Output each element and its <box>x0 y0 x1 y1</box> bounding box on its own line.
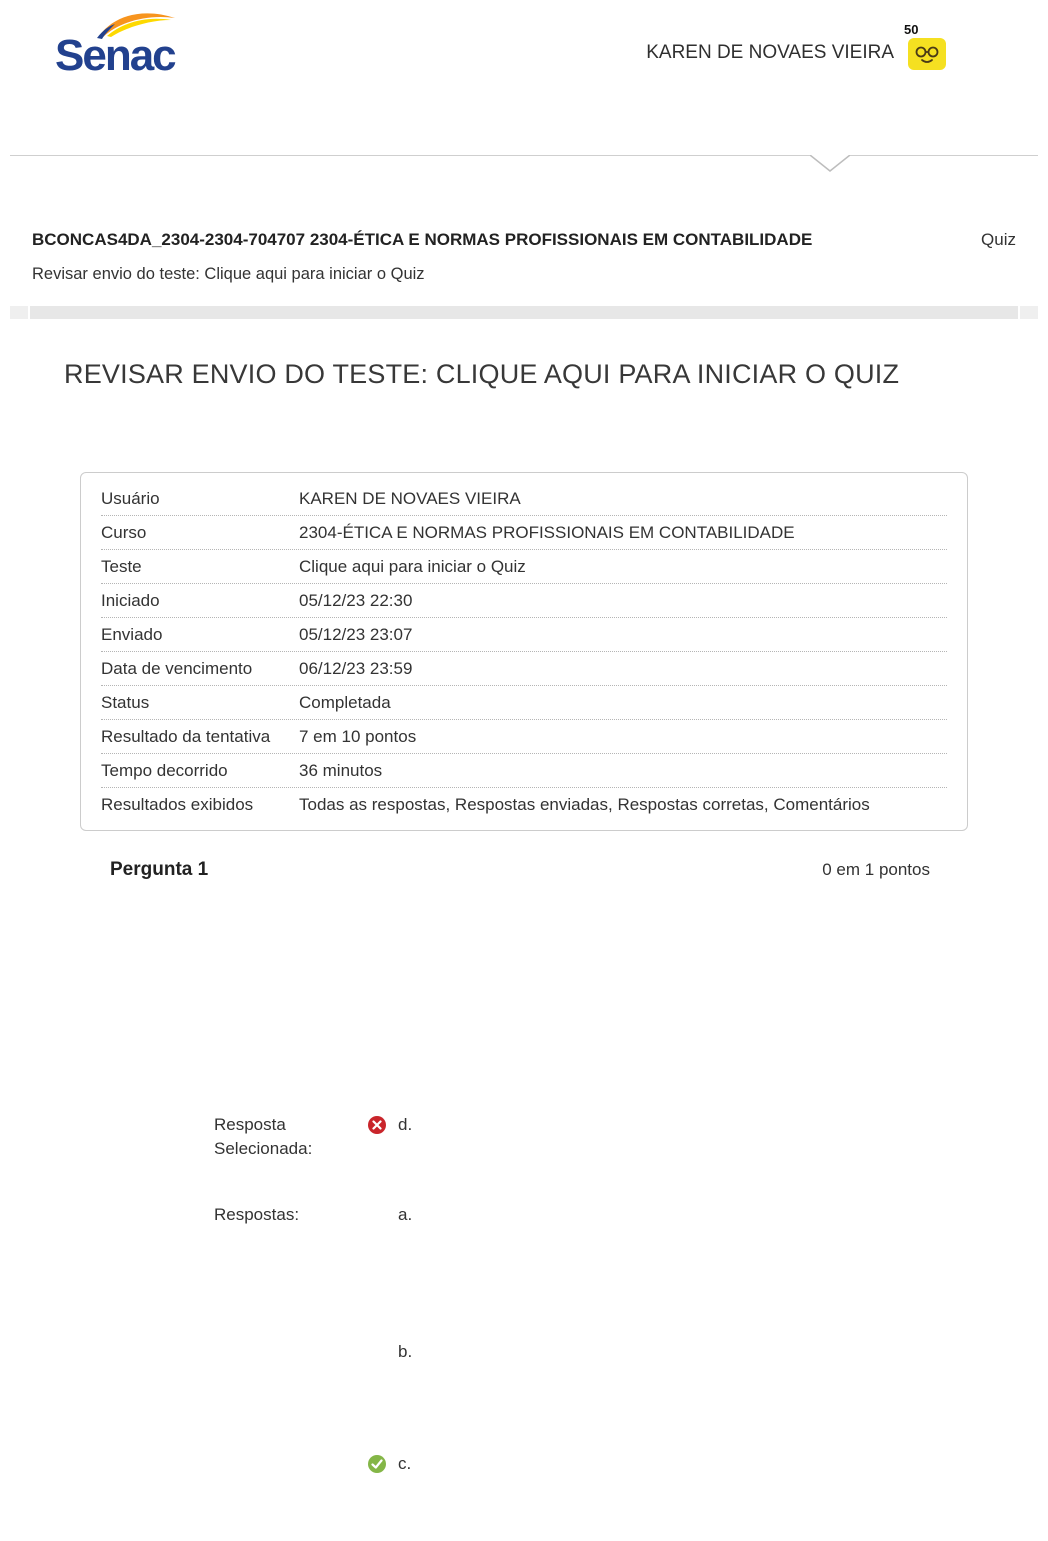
summary-value: Clique aqui para iniciar o Quiz <box>299 557 526 576</box>
answer-a-icon-slot <box>368 1203 398 1206</box>
breadcrumb-course[interactable]: BCONCAS4DA_2304-2304-704707 2304-ÉTICA E NORMAS PROFISSIONAIS EM CONTABILIDADE <box>32 230 813 249</box>
avatar-wrap <box>904 22 948 86</box>
summary-row-status <box>101 686 947 720</box>
summary-row-enviado <box>101 618 947 652</box>
summary-row-vencimento <box>101 652 947 686</box>
summary-row-curso <box>101 516 947 550</box>
header-divider <box>10 155 1038 175</box>
summary-value: 7 em 10 pontos <box>299 727 417 746</box>
selected-answer-letter: d. <box>398 1115 413 1134</box>
user-name: KAREN DE NOVAES VIEIRA <box>646 42 894 63</box>
answer-option-row-c <box>214 1452 1048 1480</box>
summary-label: Tempo decorrido <box>101 761 228 780</box>
answer-option-letter: c. <box>398 1454 412 1473</box>
summary-label: Data de vencimento <box>101 659 253 678</box>
summary-value: 36 minutos <box>299 761 383 780</box>
incorrect-icon <box>368 1116 386 1134</box>
user-area <box>646 22 948 86</box>
attempt-summary-box <box>80 472 968 831</box>
page-title: REVISAR ENVIO DO TESTE: CLIQUE AQUI PARA INICIAR O QUIZ <box>64 359 900 389</box>
answer-option-row-b <box>214 1340 1048 1364</box>
summary-value: Completada <box>299 693 391 712</box>
summary-label: Iniciado <box>101 591 160 610</box>
answers-label: Respostas: <box>214 1205 300 1224</box>
summary-row-teste <box>101 550 947 584</box>
score-badge: 50 <box>904 22 919 37</box>
content-top-bar-right-stub <box>1020 306 1038 319</box>
avatar[interactable] <box>908 38 946 70</box>
summary-label: Teste <box>101 557 142 576</box>
summary-label: Curso <box>101 523 147 542</box>
question-body <box>214 881 1048 1480</box>
answer-b-icon-slot <box>368 1340 398 1343</box>
content-top-bar-left-stub <box>10 306 28 319</box>
summary-value: 06/12/23 23:59 <box>299 659 413 678</box>
senac-logo-text: Senac <box>55 31 175 80</box>
breadcrumb <box>0 175 1048 284</box>
answer-option-letter: a. <box>398 1205 413 1224</box>
summary-row-iniciado <box>101 584 947 618</box>
summary-label: Usuário <box>101 489 160 508</box>
summary-row-resultado <box>101 720 947 754</box>
collapse-chevron-icon[interactable] <box>810 155 850 173</box>
content-top-bar <box>10 306 1038 319</box>
top-header <box>0 0 1048 155</box>
summary-row-usuario <box>101 482 947 516</box>
summary-label: Resultados exibidos <box>101 795 254 814</box>
summary-value: 05/12/23 22:30 <box>299 591 413 610</box>
summary-label: Resultado da tentativa <box>101 727 271 746</box>
breadcrumb-context-quiz[interactable]: Quiz <box>981 230 1016 249</box>
correct-icon <box>368 1455 386 1473</box>
content-top-bar-main <box>30 306 1018 319</box>
breadcrumb-current-page: Revisar envio do teste: Clique aqui para iniciar o Quiz <box>32 265 425 283</box>
question-header <box>110 859 930 881</box>
summary-value: Todas as respostas, Respostas enviadas, Respostas corretas, Comentários <box>299 795 870 814</box>
summary-label: Status <box>101 693 150 712</box>
summary-value: 05/12/23 23:07 <box>299 625 413 644</box>
answer-option-row-a <box>214 1203 1048 1227</box>
question-text-area <box>214 881 1048 1113</box>
question-points: 0 em 1 pontos <box>822 860 930 879</box>
summary-row-tempo <box>101 754 947 788</box>
senac-logo[interactable] <box>55 10 177 78</box>
answer-option-letter: b. <box>398 1342 413 1361</box>
summary-label: Enviado <box>101 625 163 644</box>
avatar-face-icon <box>912 42 942 66</box>
question-title: Pergunta 1 <box>110 859 209 880</box>
summary-row-resultados-exibidos <box>101 788 947 821</box>
summary-value: KAREN DE NOVAES VIEIRA <box>299 489 521 508</box>
summary-value: 2304-ÉTICA E NORMAS PROFISSIONAIS EM CONTABILIDADE <box>299 523 795 542</box>
selected-answer-row <box>214 1113 1048 1161</box>
selected-answer-label: Resposta Selecionada: <box>214 1115 313 1158</box>
